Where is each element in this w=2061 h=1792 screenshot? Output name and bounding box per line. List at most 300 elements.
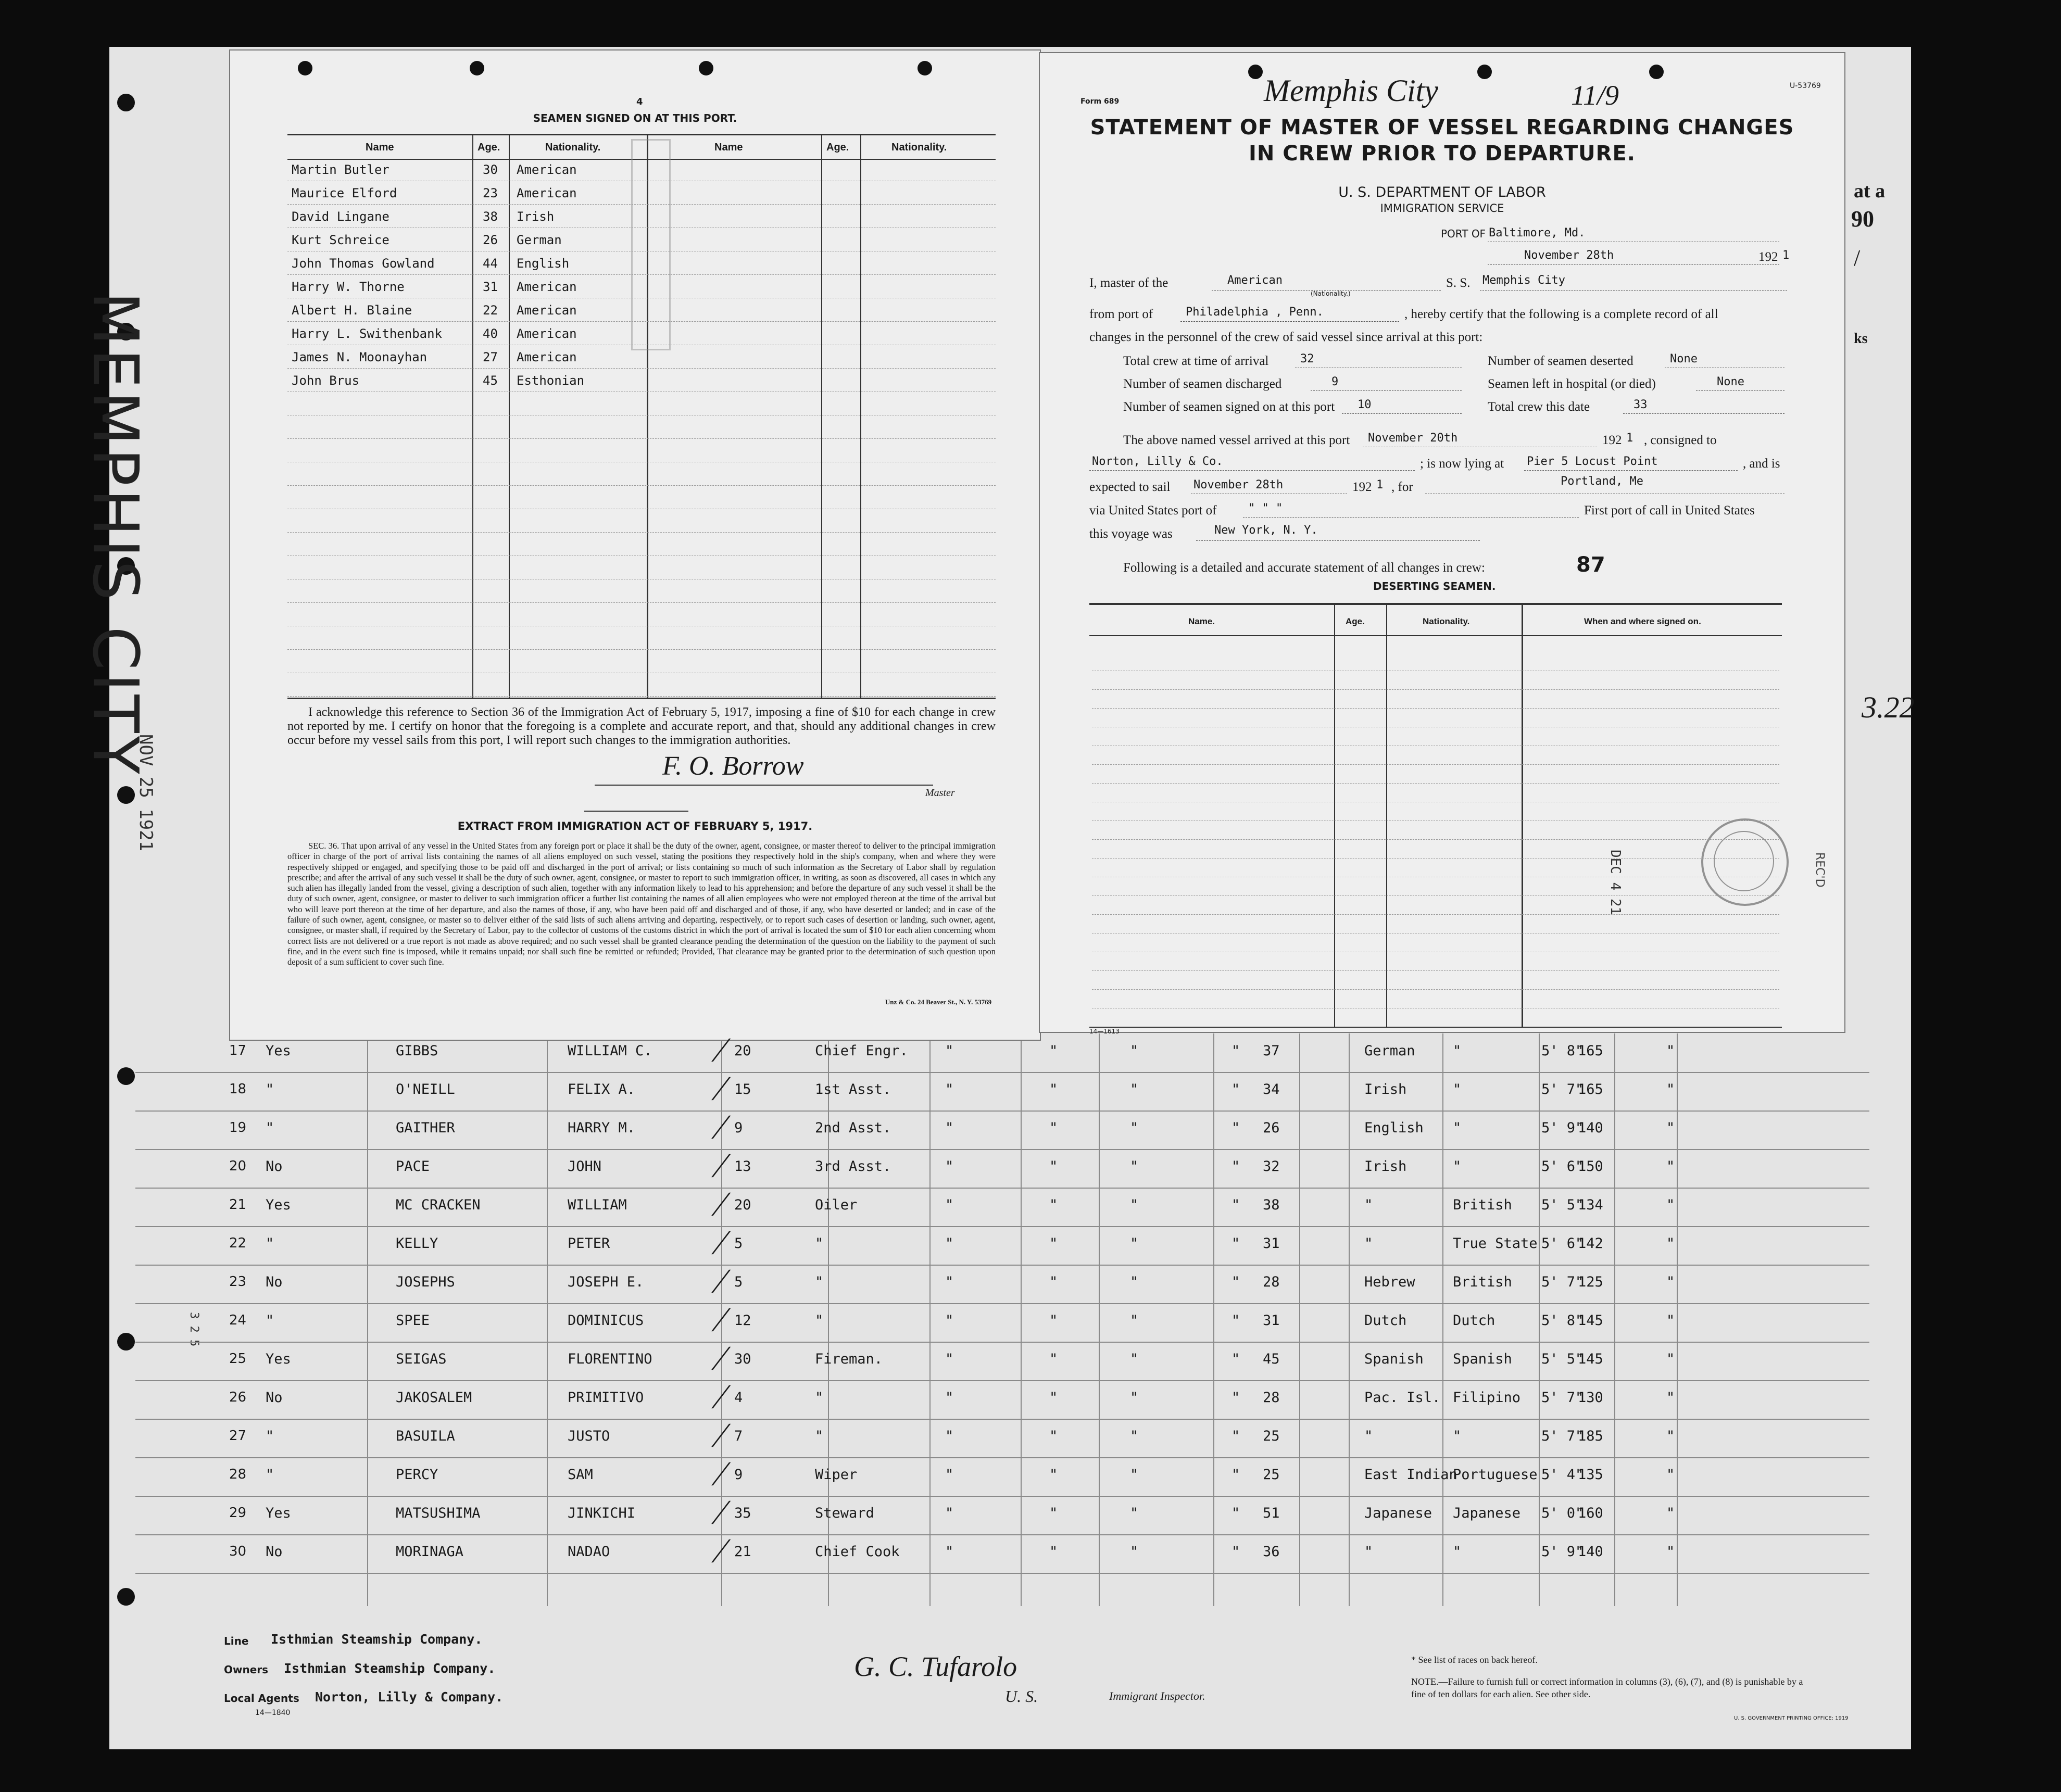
manifest-race: Pac. Isl. [1364,1390,1441,1406]
manifest-c2: " [1049,1428,1058,1444]
seamen-row [287,157,996,181]
punch-hole [117,786,135,804]
manifest-c2: " [1049,1120,1058,1136]
handwritten-date: 11/9 [1571,80,1619,111]
right-margin-fraction: / [1854,245,1861,271]
manifest-position: " [815,1274,824,1290]
manifest-vacc: " [266,1081,274,1097]
manifest-surname: KELLY [396,1235,438,1252]
manifest-race: " [1364,1428,1373,1444]
manifest-nat: " [1453,1120,1462,1136]
manifest-years: 9 [734,1467,743,1483]
master-of-label: I, master of the [1089,276,1168,290]
col-nationality-header: Nationality. [545,142,601,153]
manifest-position: " [815,1390,824,1406]
manifest-rem: " [1666,1351,1675,1367]
seamen-age: 31 [483,280,498,294]
manifest-position: 1st Asst. [815,1081,891,1097]
manifest-height: 5' 5" [1541,1197,1584,1213]
deserting-row [1092,970,1779,990]
manifest-years: 15 [734,1081,751,1097]
footer-line-value: Isthmian Steamship Company. [271,1632,483,1647]
service: IMMIGRATION SERVICE [1380,202,1504,214]
manifest-c3: " [1130,1544,1139,1560]
seamen-name: Harry W. Thorne [292,280,405,294]
deserting-row [1092,689,1779,709]
seamen-name: John Brus [292,373,360,388]
manifest-age: 37 [1263,1043,1280,1059]
manifest-surname: O'NEILL [396,1081,455,1097]
manifest-no: 24 [229,1313,247,1328]
check-mark: ╱ [713,1463,725,1485]
manifest-no: 28 [229,1467,247,1482]
seamen-age: 27 [483,350,498,364]
manifest-surname: PERCY [396,1467,438,1483]
manifest-vacc: No [266,1158,283,1175]
manifest-nat: " [1453,1081,1462,1097]
manifest-race: Dutch [1364,1313,1407,1329]
manifest-surname: MORINAGA [396,1544,464,1560]
manifest-nat: " [1453,1158,1462,1175]
nationality-caption: (Nationality.) [1311,290,1351,297]
deserted-value: None [1670,352,1698,365]
manifest-age: 38 [1263,1197,1280,1213]
extract-title: EXTRACT FROM IMMIGRATION ACT OF FEBRUARY 5, 1917. [457,820,813,832]
via-label: via United States port of [1089,503,1217,518]
manifest-weight: 150 [1578,1158,1603,1175]
manifest-no: 20 [229,1158,247,1174]
manifest-surname: MC CRACKEN [396,1197,481,1213]
seamen-row [287,485,996,509]
seamen-row [287,649,996,673]
seamen-name: John Thomas Gowland [292,256,435,271]
manifest-given: JOSEPH E. [568,1274,644,1290]
expected-year-label: 192 [1352,480,1372,494]
deserting-row [1092,821,1779,840]
manifest-race: German [1364,1043,1415,1059]
arrived-year-value: 1 [1626,432,1633,445]
via-value: " " " [1248,502,1283,515]
seamen-name: Harry L. Swithenbank [292,326,442,341]
manifest-vacc: " [266,1428,274,1444]
manifest-nat: Dutch [1453,1313,1496,1329]
check-mark: ╱ [713,1425,725,1447]
manifest-c1: " [945,1197,954,1213]
manifest-vacc: Yes [266,1043,291,1059]
received-stamp-label: REC'D [1813,852,1826,888]
acknowledgment-text: I acknowledge this reference to Section 36 of the Immigration Act of February 5, 1917, imposing a fine of $10 for each change in crew not reported by me. I certify on honor that the foregoing is a complete and accurate report, and that, should any additional changes in crew occur before my vessel sails from this port, I will report such changes to the immigration authorities. [287,705,996,747]
manifest-position: Wiper [815,1467,858,1483]
seamen-row [287,392,996,415]
side-ship-label: MEMPHIS CITY [79,292,151,777]
punch-hole [117,1067,135,1085]
seamen-heading: SEAMEN SIGNED ON AT THIS PORT. [533,112,737,124]
manifest-no: 30 [229,1544,247,1559]
hospital-value: None [1717,375,1744,388]
master-label: Master [925,787,955,799]
seamen-row [287,509,996,533]
manifest-c4: " [1231,1235,1240,1252]
check-mark: ╱ [713,1271,725,1293]
manifest-c3: " [1130,1081,1139,1097]
seamen-nationality: American [517,162,577,177]
deserting-row [1092,895,1779,915]
manifest-row [135,1110,1869,1150]
manifest-position: 3rd Asst. [815,1158,891,1175]
manifest-c4: " [1231,1505,1240,1521]
manifest-age: 26 [1263,1120,1280,1136]
deserting-row [1092,802,1779,821]
total-date-value: 33 [1633,398,1648,411]
manifest-surname: MATSUSHIMA [396,1505,481,1521]
seamen-row [287,532,996,556]
manifest-c2: " [1049,1467,1058,1483]
manifest-row [135,1380,1869,1420]
check-mark: ╱ [713,1348,725,1370]
check-mark: ╱ [713,1117,725,1139]
manifest-given: JUSTO [568,1428,610,1444]
manifest-surname: PACE [396,1158,430,1175]
first-port-label: First port of call in United States [1584,503,1755,518]
manifest-no: 19 [229,1120,247,1135]
col-name-header-2: Name [714,142,743,153]
seamen-row [287,462,996,486]
manifest-no: 17 [229,1043,247,1058]
manifest-height: 5' 7" [1541,1390,1584,1406]
check-mark: ╱ [713,1502,725,1524]
seamen-name: Albert H. Blaine [292,303,412,318]
manifest-surname: JAKOSALEM [396,1390,472,1406]
date-value: November 28th [1524,249,1614,262]
manifest-c4: " [1231,1390,1240,1406]
manifest-age: 32 [1263,1158,1280,1175]
manifest-rem: " [1666,1544,1675,1560]
manifest-position: Chief Cook [815,1544,900,1560]
punch-hole [1649,65,1664,79]
manifest-no: 21 [229,1197,247,1213]
manifest-nat: Portuguese [1453,1467,1538,1483]
manifest-surname: SEIGAS [396,1351,447,1367]
footer-agents-value: Norton, Lilly & Company. [315,1689,504,1705]
nationality-value: American [1227,274,1283,287]
footer-line-label: Line [224,1635,249,1647]
deserting-row [1092,952,1779,971]
punch-hole [699,61,713,75]
footer-agents-label: Local Agents [224,1692,299,1705]
manifest-c3: " [1130,1313,1139,1329]
form-number: Form 689 [1080,97,1120,106]
manifest-c3: " [1130,1467,1139,1483]
seamen-nationality: Irish [517,209,555,224]
manifest-years: 5 [734,1274,743,1290]
manifest-c4: " [1231,1274,1240,1290]
manifest-position: " [815,1235,824,1252]
manifest-weight: 135 [1578,1467,1603,1483]
seamen-row [287,274,996,298]
manifest-age: 34 [1263,1081,1280,1097]
manifest-surname: SPEE [396,1313,430,1329]
following-text: Following is a detailed and accurate statement of all changes in crew: [1123,561,1485,575]
certify-text: , hereby certify that the following is a complete record of all [1404,307,1718,321]
manifest-c2: " [1049,1043,1058,1059]
manifest-weight: 160 [1578,1505,1603,1521]
manifest-c2: " [1049,1197,1058,1213]
manifest-age: 36 [1263,1544,1280,1560]
manifest-rem: " [1666,1467,1675,1483]
seamen-nationality: American [517,280,577,294]
discharged-label: Number of seamen discharged [1123,377,1282,391]
punch-hole [298,61,312,75]
side-date-stamp: NOV 25 1921 [135,734,156,852]
punch-hole [117,1333,135,1351]
and-is: , and is [1743,457,1780,471]
manifest-surname: JOSEPHS [396,1274,455,1290]
manifest-position: Fireman. [815,1351,883,1367]
right-margin-ks: ks [1854,331,1868,347]
manifest-race: Irish [1364,1081,1407,1097]
side-mark: 3 2 5 [187,1312,200,1347]
manifest-no: 27 [229,1428,247,1444]
arrived-year-label: 192 [1602,433,1622,447]
manifest-years: 9 [734,1120,743,1136]
manifest-weight: 140 [1578,1544,1603,1560]
manifest-row [135,1419,1869,1458]
expected-year-value: 1 [1376,478,1384,491]
manifest-c4: " [1231,1467,1240,1483]
manifest-c3: " [1130,1505,1139,1521]
manifest-age: 31 [1263,1235,1280,1252]
manifest-rem: " [1666,1505,1675,1521]
footer-printer: U. S. GOVERNMENT PRINTING OFFICE: 1919 [1734,1715,1849,1721]
manifest-years: 20 [734,1197,751,1213]
manifest-given: WILLIAM [568,1197,627,1213]
deserting-row [1092,914,1779,933]
manifest-vacc: Yes [266,1505,291,1521]
manifest-nat: Filipino [1453,1390,1521,1406]
printer-mark: Unz & Co. 24 Beaver St., N. Y. 53769 [885,998,992,1006]
deserting-row [1092,708,1779,727]
manifest-rem: " [1666,1081,1675,1097]
manifest-c2: " [1049,1158,1058,1175]
inspector-prefix: U. S. [1005,1687,1038,1706]
manifest-age: 31 [1263,1313,1280,1329]
deserting-row [1092,989,1779,1008]
manifest-c3: " [1130,1351,1139,1367]
manifest-c2: " [1049,1313,1058,1329]
manifest-race: Irish [1364,1158,1407,1175]
manifest-height: 5' 7" [1541,1428,1584,1444]
manifest-position: Chief Engr. [815,1043,908,1059]
ss-label: S. S. [1446,276,1471,290]
footer-note1: * See list of races on back hereof. [1411,1655,1538,1665]
manifest-years: 12 [734,1313,751,1329]
seamen-row [287,298,996,322]
handwritten-ship-name: Memphis City [1264,73,1438,108]
seamen-row [287,415,996,439]
extract-text: SEC. 36. That upon arrival of any vessel in the United States from any foreign port or place it shall be the duty of the owner, agent, consignee, or master thereof to deliver to the principal immigration officer in charge of the port of arrival lists containing the names of all aliens employed on such vessel, stating the positions they respectively hold in the ship's company, when and where they were respectively shipped or engaged, and specifying those to be paid off and discharged in the port of arrival; or lists containing so much of such information as the Secretary of Labor shall by regulation prescribe; and after the arrival of any such vessel it shall be the duty of such owner, agent, consignee, or master to report to such immigration officer, in writing, as soon as discovered, all cases in which any such alien has illegally landed from the vessel, giving a description of such alien, together with any information likely to lead to his apprehension; and before the departure of any such vessel it shall be the duty of such owner, agent, consignee, or master to deliver to such immigration officer a further list containing the names of all alien employees who were not employed thereon at the time of the arrival but who will leave port thereon at the time of her departure, and also the names of those, if any, who have been paid off and discharged and of those, if any, who have deserted or landed; and in case of the failure of such owner, agent, consignee, or master so to deliver either of the said lists of such aliens arriving and departing, respectively, or to report such cases of desertion or landing, such owner, agent, consignee, or master shall, if required by the Secretary of Labor, pay to the collector of customs of the customs district in which the port of arrival is located the sum of $10 for each alien concerning whom correct lists are not delivered or a true report is not made as above required; and no such vessel shall be granted clearance pending the determination of the question on the liability to the payment of such fine, and in the event such fine is imposed, while it remains unpaid; nor shall such fine be remitted or refunded; Provided, That clearance may be granted prior to the determination of such question upon deposit of a sum sufficient to cover such fine. [287,841,996,967]
manifest-c4: " [1231,1544,1240,1560]
manifest-height: 5' 7" [1541,1081,1584,1097]
check-mark: ╱ [713,1078,725,1100]
punch-hole [1477,65,1492,79]
manifest-race: " [1364,1544,1373,1560]
manifest-nat: " [1453,1043,1462,1059]
manifest-no: 29 [229,1505,247,1521]
manifest-c4: " [1231,1351,1240,1367]
expected-value: November 28th [1193,478,1284,491]
seamen-row [287,556,996,579]
seamen-nationality: American [517,350,577,364]
manifest-nat: Spanish [1453,1351,1512,1367]
total-arrival-value: 32 [1300,352,1314,365]
form-footer: 14—1613 [1089,1028,1120,1035]
form-code: U-53769 [1790,82,1821,90]
deserting-row [1092,764,1779,784]
seamen-row [287,321,996,345]
manifest-position: 2nd Asst. [815,1120,891,1136]
manifest-c4: " [1231,1313,1240,1329]
manifest-vacc: Yes [266,1197,291,1213]
manifest-age: 25 [1263,1428,1280,1444]
seamen-nationality: American [517,303,577,318]
manifest-height: 5' 5" [1541,1351,1584,1367]
punch-hole [1248,65,1263,79]
deserting-row [1092,671,1779,690]
manifest-c1: " [945,1428,954,1444]
seamen-age: 22 [483,303,498,318]
lying-value: Pier 5 Locust Point [1527,455,1658,468]
manifest-c3: " [1130,1235,1139,1252]
manifest-age: 28 [1263,1274,1280,1290]
col-age-header-2: Age. [826,142,849,153]
seamen-row [287,673,996,697]
check-mark: ╱ [713,1232,725,1254]
deserting-col-name: Name. [1188,616,1215,626]
footer-owners-label: Owners [224,1663,269,1676]
manifest-c4: " [1231,1197,1240,1213]
manifest-nat: " [1453,1544,1462,1560]
consigned-label: , consigned to [1644,433,1717,447]
manifest-no: 22 [229,1235,247,1251]
manifest-weight: 140 [1578,1120,1603,1136]
manifest-rem: " [1666,1390,1675,1406]
manifest-row [135,1303,1869,1343]
manifest-nat: True State [1453,1235,1538,1252]
expected-label: expected to sail [1089,480,1171,494]
manifest-no: 25 [229,1351,247,1367]
manifest-years: 4 [734,1390,743,1406]
manifest-race: Japanese [1364,1505,1432,1521]
manifest-years: 5 [734,1235,743,1252]
seamen-age: 30 [483,162,498,177]
manifest-c3: " [1130,1043,1139,1059]
manifest-c1: " [945,1158,954,1175]
manifest-c1: " [945,1351,954,1367]
manifest-weight: 145 [1578,1313,1603,1329]
seamen-name: Martin Butler [292,162,389,177]
manifest-c1: " [945,1120,954,1136]
manifest-rem: " [1666,1158,1675,1175]
consignee-value: Norton, Lilly & Co. [1092,455,1223,468]
seamen-nationality: English [517,256,570,271]
deserting-col-nationality: Nationality. [1423,616,1470,626]
manifest-vacc: " [266,1467,274,1483]
deserting-col-age: Age. [1346,616,1365,626]
manifest-weight: 130 [1578,1390,1603,1406]
seamen-age: 40 [483,326,498,341]
manifest-position: " [815,1313,824,1329]
for-label: , for [1391,480,1413,494]
voyage-label: this voyage was [1089,527,1173,541]
manifest-race: Hebrew [1364,1274,1415,1290]
manifest-race: East Indian [1364,1467,1457,1483]
year-value: 1 [1782,249,1790,262]
manifest-race: " [1364,1235,1373,1252]
seamen-nationality: American [517,326,577,341]
manifest-given: SAM [568,1467,593,1483]
manifest-given: PETER [568,1235,610,1252]
manifest-age: 45 [1263,1351,1280,1367]
manifest-height: 5' 9" [1541,1544,1584,1560]
manifest-row [135,1496,1869,1535]
deserting-row [1092,652,1779,671]
manifest-rem: " [1666,1428,1675,1444]
manifest-c1: " [945,1390,954,1406]
check-mark: ╱ [713,1040,725,1062]
manifest-position: Oiler [815,1197,858,1213]
manifest-c2: " [1049,1274,1058,1290]
signed-on-label: Number of seamen signed on at this port [1123,400,1335,414]
seamen-age: 45 [483,373,498,388]
manifest-c4: " [1231,1158,1240,1175]
manifest-weight: 165 [1578,1081,1603,1097]
deserting-row [1092,858,1779,877]
manifest-years: 21 [734,1544,751,1560]
manifest-row [135,1149,1869,1189]
manifest-surname: GAITHER [396,1120,455,1136]
manifest-height: 5' 4" [1541,1467,1584,1483]
from-port-label: from port of [1089,307,1153,321]
from-port-value: Philadelphia , Penn. [1186,306,1324,319]
manifest-weight: 142 [1578,1235,1603,1252]
manifest-weight: 185 [1578,1428,1603,1444]
manifest-surname: BASUILA [396,1428,455,1444]
manifest-vacc: No [266,1390,283,1406]
seamen-age: 38 [483,209,498,224]
manifest-rem: " [1666,1120,1675,1136]
manifest-given: NADAO [568,1544,610,1560]
deserting-row [1092,746,1779,765]
manifest-years: 7 [734,1428,743,1444]
manifest-c4: " [1231,1043,1240,1059]
seamen-nationality: Esthonian [517,373,585,388]
check-mark: ╱ [713,1155,725,1177]
title-line-1: STATEMENT OF MASTER OF VESSEL REGARDING CHANGES [1090,116,1794,140]
col-name-header: Name [366,142,394,153]
seamen-row [287,368,996,392]
deserting-row [1092,783,1779,802]
manifest-height: 5' 6" [1541,1235,1584,1252]
seamen-row [287,345,996,369]
manifest-row [135,1033,1869,1073]
deserting-col-when: When and where signed on. [1584,616,1701,626]
manifest-vacc: " [266,1313,274,1329]
total-arrival-label: Total crew at time of arrival [1123,354,1269,368]
seamen-row [287,251,996,275]
manifest-no: 26 [229,1390,247,1405]
port-label: PORT OF [1441,228,1486,240]
seamen-name: Maurice Elford [292,186,397,200]
